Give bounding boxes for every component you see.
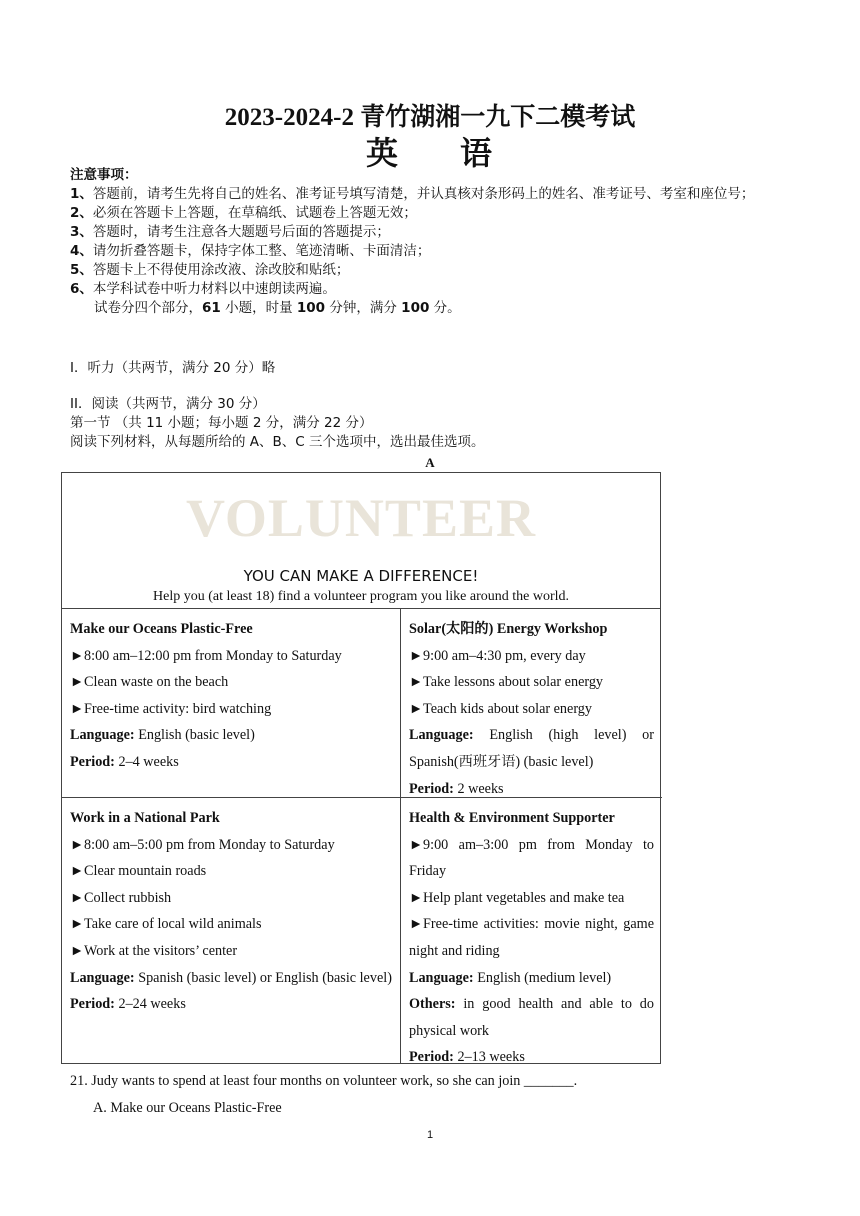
volunteer-watermark: VOLUNTEER [186, 488, 536, 548]
program-others [409, 991, 654, 1044]
note-number: 4、 [70, 243, 93, 259]
program-health-environment [400, 797, 662, 1066]
note-item [70, 242, 800, 261]
program-national-park [62, 797, 400, 1063]
note-item [70, 223, 800, 242]
note-number: 5、 [70, 262, 93, 278]
ad-subtitle: Help you (at least 18) find a volunteer program you like around the world. [153, 589, 569, 604]
program-oceans [62, 609, 400, 797]
program-bullet: ►8:00 am–5:00 pm from Monday to Saturday [70, 836, 335, 853]
program-title: Work in a National Park [70, 810, 220, 826]
program-bullet: ►Clear mountain roads [70, 863, 207, 880]
note-number: 1、 [70, 186, 93, 202]
program-bullet: ►9:00 am–4:30 pm, every day [409, 647, 586, 664]
note-item [70, 204, 800, 223]
program-bullet: ►Teach kids about solar energy [409, 700, 592, 717]
period-label: Period: [409, 1049, 454, 1066]
period-label: Period: [70, 996, 115, 1013]
period-label: Period: [70, 753, 115, 770]
time-limit: 100 [296, 300, 326, 316]
ad-banner [62, 473, 660, 609]
program-bullet: ►8:00 am–12:00 pm from Monday to Saturday [70, 647, 342, 664]
page-number: 1 [426, 1129, 434, 1141]
period-label: Period: [409, 780, 454, 797]
program-bullet: ►Take care of local wild animals [70, 916, 262, 933]
note-text: 答题前，请考生先将自己的姓名、准考证号填写清楚，并认真核对条形码上的姓名、准考证号、考室和座位号； [92, 186, 755, 202]
note-text: 请勿折叠答题卡，保持字体工整、笔迹清晰、卡面清洁； [92, 243, 431, 259]
program-language [70, 722, 392, 749]
period-value: 2–24 weeks [114, 996, 186, 1013]
program-bullet: ►Work at the visitors’ center [70, 942, 238, 959]
reading-heading: II．阅读（共两节，满分 30 分） [70, 396, 266, 412]
note-item [70, 185, 800, 204]
program-period [70, 991, 392, 1018]
part-one-heading: 第一节 （共 11 小题；每小题 2 分，满分 22 分） [70, 415, 373, 431]
note-item [70, 261, 800, 280]
reading-section [70, 395, 485, 452]
language-label: Language: [409, 969, 474, 986]
question-count: 61 [202, 300, 221, 316]
note-text: 本学科试卷中听力材料以中速朗读两遍。 [92, 281, 336, 297]
exam-notes [70, 166, 800, 318]
language-label: Language: [70, 727, 135, 744]
note-number: 3、 [70, 224, 93, 240]
note-item [70, 280, 800, 299]
exam-title: 2023-2024-2 青竹湖湘一九下二模考试 [224, 104, 636, 131]
language-label: Language: [409, 727, 474, 744]
program-title: Make our Oceans Plastic-Free [70, 621, 253, 637]
program-language [409, 722, 654, 775]
program-period [409, 1044, 654, 1071]
ad-slogan: YOU CAN MAKE A DIFFERENCE! [243, 567, 479, 585]
period-value: 2–13 weeks [453, 1049, 525, 1066]
listening-section: I．听力（共两节，满分 20 分）略 [70, 360, 276, 376]
language-value: English (medium level) [473, 969, 612, 986]
note-text: 答题卡上不得使用涂改液、涂改胶和贴纸； [92, 262, 350, 278]
reading-instruction: 阅读下列材料，从每题所给的 A、B、C 三个选项中，选出最佳选项。 [70, 434, 485, 450]
volunteer-ad [61, 472, 661, 1064]
subject-char-1: 英 [365, 135, 400, 171]
program-title: Health & Environment Supporter [409, 810, 615, 826]
note-text: 答题时，请考生注意各大题题号后面的答题提示； [92, 224, 390, 240]
program-title: Solar(太阳的) Energy Workshop [409, 621, 608, 637]
others-value: in good health and able to do physical work [409, 996, 654, 1039]
period-value: 2 weeks [453, 780, 504, 797]
summary-text: 分。 [429, 300, 461, 316]
program-bullet: ►Free-time activities: movie night, game night and riding [409, 916, 654, 959]
program-bullet: ►Collect rubbish [70, 889, 172, 906]
language-label: Language: [70, 969, 135, 986]
program-bullet: ►Take lessons about solar energy [409, 674, 604, 691]
question-21-option-a: A. Make our Oceans Plastic-Free [93, 1100, 282, 1116]
summary-text: 分钟，满分 [325, 300, 402, 316]
program-bullet: ►Clean waste on the beach [70, 674, 229, 691]
summary-text: 试卷分四个部分， [94, 300, 202, 316]
subject-char-2: 语 [460, 135, 495, 171]
language-value: English (high level) or Spanish(西班牙语) (basic level) [409, 727, 654, 770]
note-number: 2、 [70, 205, 93, 221]
passage-letter: A [425, 455, 435, 470]
program-language [409, 965, 654, 992]
program-bullet: ►9:00 am–3:00 pm from Monday to Friday [409, 836, 654, 880]
program-bullet: ►Free-time activity: bird watching [70, 700, 272, 717]
exam-summary [70, 299, 800, 318]
program-language [70, 965, 392, 992]
note-text: 必须在答题卡上答题，在草稿纸、试题卷上答题无效； [92, 205, 417, 221]
program-bullet: ►Help plant vegetables and make tea [409, 889, 625, 906]
full-score: 100 [401, 300, 430, 316]
program-period [70, 749, 392, 776]
note-number: 6、 [70, 281, 93, 297]
others-label: Others: [409, 996, 456, 1013]
program-solar [400, 609, 662, 797]
summary-text: 小题，时量 [220, 300, 297, 316]
language-value: Spanish (basic level) or English (basic level) [134, 969, 392, 986]
question-21: 21. Judy wants to spend at least four months on volunteer work, so she can join _______. [70, 1073, 578, 1089]
period-value: 2–4 weeks [114, 753, 179, 770]
language-value: English (basic level) [134, 727, 255, 744]
notes-heading: 注意事项： [70, 167, 138, 183]
